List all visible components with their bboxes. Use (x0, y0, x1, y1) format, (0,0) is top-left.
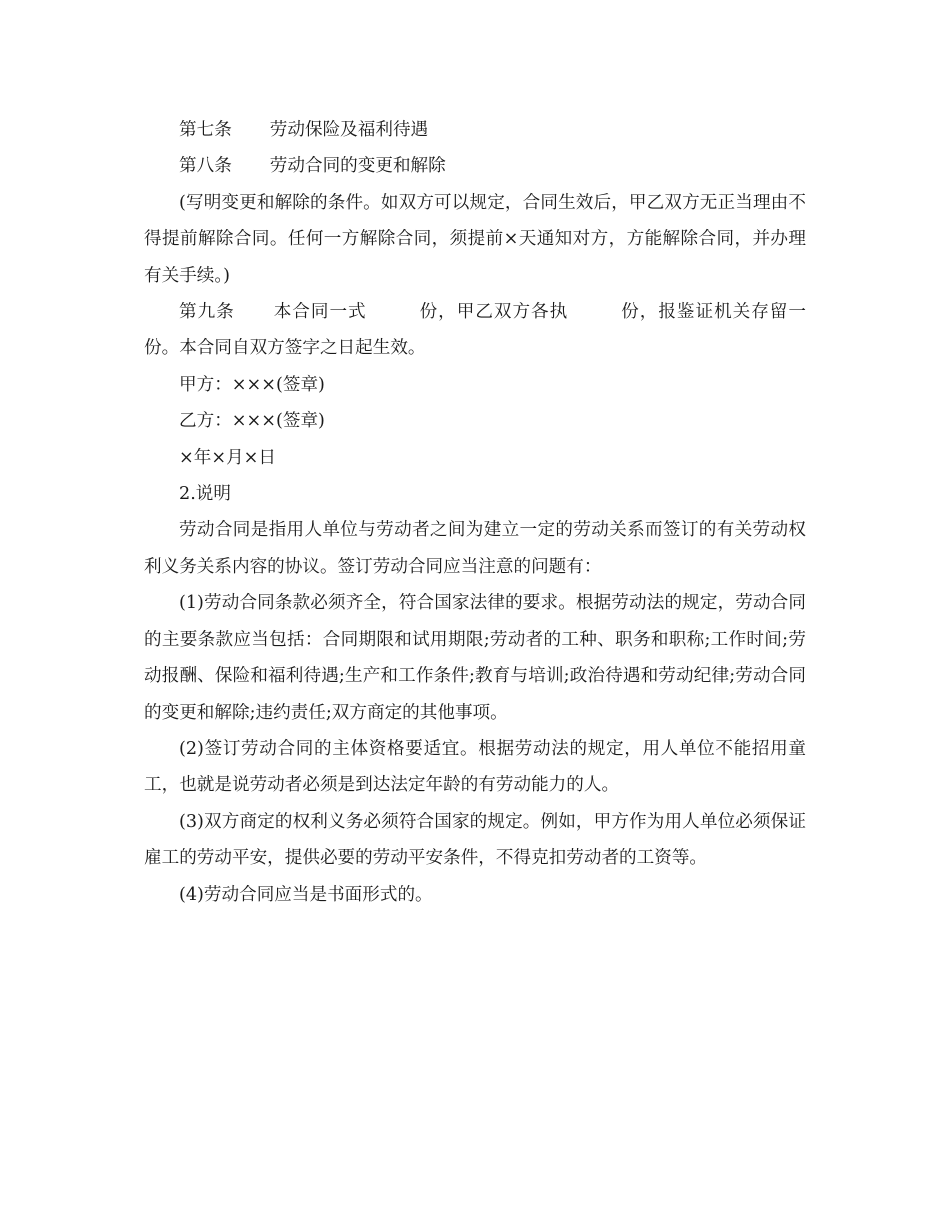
signing-date: ×年×月×日 (179, 447, 277, 468)
article-9-part-1: 本合同一式 (272, 302, 367, 323)
article-9-part-3: 份，报鉴证机关存留一份。本合同自双方签字之日起生效。 (144, 302, 806, 359)
point-2: (2)签订劳动合同的主体资格要适宜。根据劳动法的规定，用人单位不能招用童工，也就是说劳动者必须是到达法定年龄的有劳动能力的人。 (144, 738, 806, 796)
article-9-part-2: 份，甲乙双方各执 (418, 302, 569, 323)
article-7-title: 劳动保险及福利待遇 (269, 120, 429, 140)
article-7 (144, 112, 806, 148)
article-8-title: 劳动合同的变更和解除 (269, 156, 446, 177)
party-a-signature: 甲方：×××(签章) (179, 374, 325, 395)
article-9-number: 第九条 (179, 302, 235, 323)
article-8-note: (写明变更和解除的条件。如双方可以规定，合同生效后，甲乙双方无正当理由不得提前解除合同。任何一方解除合同，须提前×天通知对方，方能解除合同，并办理有关手续。) (144, 192, 806, 286)
article-8-number: 第八条 (179, 156, 232, 177)
document-page (144, 112, 806, 913)
point-3: (3)双方商定的权利义务必须符合国家的规定。例如，甲方作为用人单位必须保证雇工的劳动平安，提供必要的劳动平安条件，不得克扣劳动者的工资等。 (144, 811, 806, 869)
point-4: (4)劳动合同应当是书面形式的。 (179, 884, 433, 905)
article-7-number: 第七条 (179, 120, 232, 140)
article-9 (144, 294, 806, 367)
section-heading: 2.说明 (179, 484, 231, 505)
party-b-signature: 乙方：×××(签章) (179, 411, 325, 432)
article-8 (144, 148, 806, 184)
explanation-intro: 劳动合同是指用人单位与劳动者之间为建立一定的劳动关系而签订的有关劳动权利义务关系内容的协议。签订劳动合同应当注意的问题有： (144, 520, 806, 577)
point-1: (1)劳动合同条款必须齐全，符合国家法律的要求。根据劳动法的规定，劳动合同的主要条款应当包括：合同期限和试用期限;劳动者的工种、职务和职称;工作时间;劳动报酬、保险和福利待遇;生产和工作条件;教育与培训;政治待遇和劳动纪律;劳动合同的变更和解除;违约责任;双方商定的其他事项。 (144, 593, 806, 723)
